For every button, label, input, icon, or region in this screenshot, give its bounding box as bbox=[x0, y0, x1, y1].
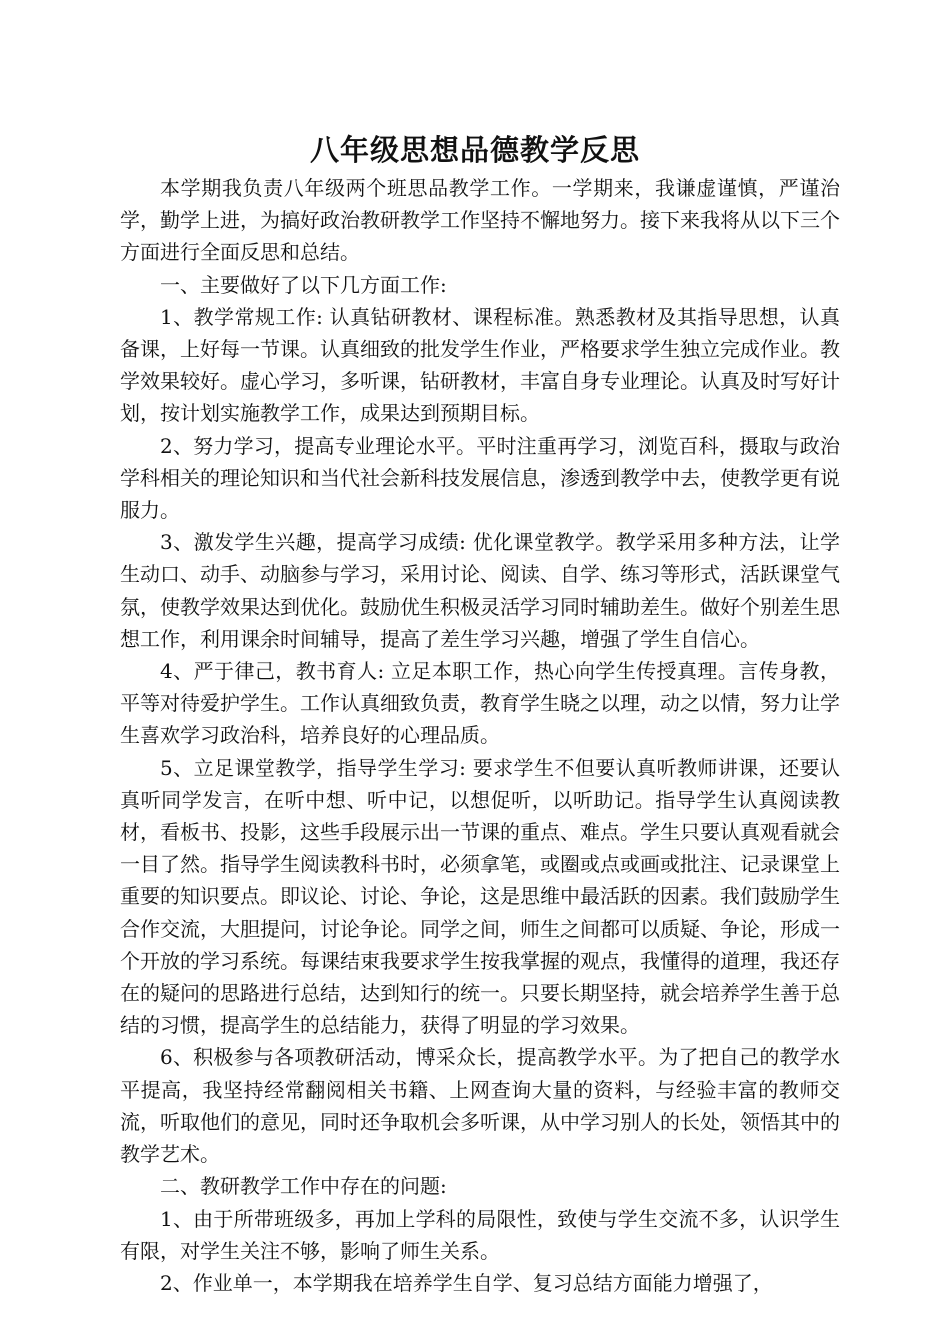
paragraph-item-5: 5、立足课堂教学，指导学生学习: 要求学生不但要认真听教师讲课，还要认真听同学发言，在听中想、听中记，以想促听，以听助记。指导学生认真阅读教材，看板书、投影，这些手段展示出一节课的重点、难点。学生只要认真观看就会一目了然。指导学生阅读教科书时，必须拿笔，或圈或点或画或批注、记录课堂上重要的知识要点。即议论、讨论、争论，这是思维中最活跃的因素。我们鼓励学生合作交流，大胆提问，讨论争论。同学之间，师生之间都可以质疑、争论，形成一个开放的学习系统。每课结束我要求学生按我掌握的观点，我懂得的道理，我还存在的疑问的思路进行总结，达到知行的统一。只要长期坚持，就会培养学生善于总结的习惯，提高学生的总结能力，获得了明显的学习效果。 bbox=[120, 755, 840, 1038]
paragraph-item-3: 3、激发学生兴趣，提高学习成绩: 优化课堂教学。教学采用多种方法，让学生动口、动手、动脑参与学习，采用讨论、阅读、自学、练习等形式，活跃课堂气氛，使教学效果达到优化。鼓励优生积极灵活学习同时辅助差生。做好个别差生思想工作，利用课余时间辅导，提高了差生学习兴趣，增强了学生自信心。 bbox=[120, 530, 840, 651]
paragraph-item-2: 2、努力学习，提高专业理论水平。平时注重再学习，浏览百科，摄取与政治学科相关的理论知识和当代社会新科技发展信息，渗透到教学中去，使教学更有说服力。 bbox=[120, 433, 840, 523]
section-heading-work-done: 一、主要做好了以下几方面工作: bbox=[160, 272, 447, 297]
paragraph-problem-1: 1、由于所带班级多，再加上学科的局限性，致使与学生交流不多，认识学生有限，对学生关注不够，影响了师生关系。 bbox=[120, 1206, 840, 1263]
paragraph-item-4: 4、严于律己，教书育人: 立足本职工作，热心向学生传授真理。言传身教，平等对待爱护学生。工作认真细致负责，教育学生晓之以理，动之以情，努力让学生喜欢学习政治科，培养良好的心理品质。 bbox=[120, 659, 840, 748]
paragraph-item-1: 1、教学常规工作: 认真钻研教材、课程标准。熟悉教材及其指导思想，认真备课，上好每一节课。认真细致的批发学生作业，严格要求学生独立完成作业。教学效果较好。虚心学习，多听课，钻研教材，丰富自身专业理论。认真及时写好计划，按计划实施教学工作，成果达到预期目标。 bbox=[120, 304, 840, 426]
document-title: 八年级思想品德教学反思 bbox=[309, 133, 640, 167]
section-heading-problems: 二、教研教学工作中存在的问题: bbox=[160, 1174, 447, 1199]
paragraph-item-6: 6、积极参与各项教研活动，博采众长，提高教学水平。为了把自己的教学水平提高，我坚持经常翻阅相关书籍、上网查询大量的资料，与经验丰富的教师交流，听取他们的意见，同时还争取机会多听课，从中学习别人的长处，领悟其中的教学艺术。 bbox=[120, 1045, 840, 1167]
paragraph-problem-2: 2、作业单一，本学期我在培养学生自学、复习总结方面能力增强了， bbox=[160, 1270, 773, 1295]
paragraph-intro: 本学期我负责八年级两个班思品教学工作。一学期来，我谦虚谨慎，严谨治学，勤学上进，为搞好政治教研教学工作坚持不懈地努力。接下来我将从以下三个方面进行全面反思和总结。 bbox=[120, 176, 840, 265]
document-body bbox=[120, 172, 840, 1299]
